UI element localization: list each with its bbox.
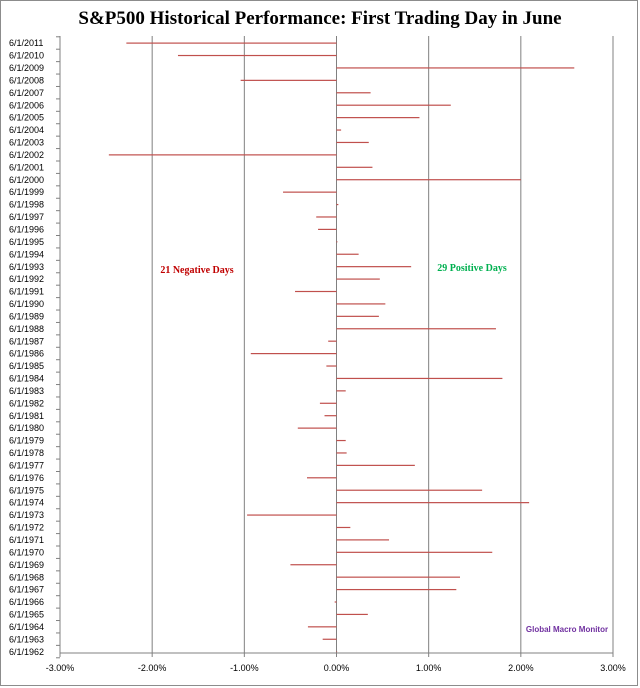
bar-6/1/1980 <box>298 428 337 429</box>
bar-series <box>109 43 574 653</box>
chart-title: S&P500 Historical Performance: First Trading Day in June <box>78 8 562 29</box>
category-label: 6/1/1974 <box>9 497 45 508</box>
category-label: 6/1/1983 <box>9 385 45 396</box>
bar-6/1/1963 <box>323 639 337 640</box>
bar-6/1/1976 <box>307 477 336 478</box>
bar-6/1/2003 <box>337 142 369 143</box>
bar-6/1/1996 <box>318 229 336 230</box>
category-label: 6/1/1997 <box>9 212 45 223</box>
bar-6/1/1962 <box>337 651 338 652</box>
category-label: 6/1/2009 <box>9 63 45 74</box>
category-label: 6/1/1987 <box>9 336 45 347</box>
category-label: 6/1/1992 <box>9 274 45 285</box>
bar-6/1/2005 <box>337 117 420 118</box>
bar-6/1/2006 <box>337 105 451 106</box>
bar-6/1/2007 <box>337 92 371 93</box>
bar-6/1/1997 <box>316 216 336 217</box>
category-label: 6/1/1994 <box>9 249 45 260</box>
bar-6/1/2000 <box>337 179 521 180</box>
bar-6/1/1965 <box>337 614 368 615</box>
bar-6/1/1999 <box>283 192 336 193</box>
bar-6/1/2004 <box>337 129 342 130</box>
positive-days-annotation: 29 Positive Days <box>437 263 507 274</box>
bar-6/1/1982 <box>320 403 337 404</box>
category-labels <box>9 38 44 657</box>
category-label: 6/1/1999 <box>9 187 45 198</box>
category-label: 6/1/1985 <box>9 361 45 372</box>
bar-6/1/2008 <box>241 80 337 81</box>
bar-6/1/1981 <box>325 415 337 416</box>
bar-6/1/1983 <box>337 390 346 391</box>
bar-6/1/1970 <box>337 552 493 553</box>
bar-6/1/1972 <box>337 527 351 528</box>
x-tick-label: 1.00% <box>415 663 442 673</box>
bar-6/1/1971 <box>337 539 390 540</box>
x-tick-label: 2.00% <box>508 663 534 673</box>
bar-6/1/2009 <box>337 67 575 68</box>
bar-6/1/1991 <box>295 291 336 292</box>
category-label: 6/1/1988 <box>9 323 45 334</box>
bar-6/1/1998 <box>337 204 339 205</box>
bar-6/1/1994 <box>337 254 359 255</box>
bar-6/1/1995 <box>337 241 338 242</box>
bar-6/1/1992 <box>337 278 380 279</box>
bar-6/1/1978 <box>337 452 347 453</box>
category-label: 6/1/1991 <box>9 286 45 297</box>
category-label: 6/1/1976 <box>9 472 45 483</box>
bar-6/1/1993 <box>337 266 412 267</box>
category-label: 6/1/2002 <box>9 149 45 160</box>
category-label: 6/1/2001 <box>9 162 45 173</box>
bar-6/1/1969 <box>290 564 336 565</box>
bar-6/1/1974 <box>337 502 530 503</box>
category-label: 6/1/1962 <box>9 646 45 657</box>
category-label: 6/1/2003 <box>9 137 45 148</box>
category-label: 6/1/2006 <box>9 100 45 111</box>
bar-6/1/2010 <box>178 55 337 56</box>
credit-annotation: Global Macro Monitor <box>525 625 609 634</box>
category-label: 6/1/1978 <box>9 448 45 459</box>
category-label: 6/1/1971 <box>9 535 45 545</box>
category-label: 6/1/1965 <box>9 609 45 620</box>
bar-6/1/1968 <box>337 577 461 578</box>
category-label: 6/1/1989 <box>9 311 45 322</box>
category-label: 6/1/2007 <box>9 87 45 98</box>
bar-6/1/1977 <box>337 465 415 466</box>
bar-6/1/1984 <box>337 378 503 379</box>
category-label: 6/1/2000 <box>9 174 45 185</box>
x-tick-label: -2.00% <box>137 663 167 673</box>
bar-6/1/1985 <box>326 365 336 366</box>
bar-6/1/2002 <box>109 154 337 155</box>
bar-6/1/1964 <box>308 626 337 627</box>
grid-lines <box>60 36 613 653</box>
x-tick-label: -3.00% <box>45 663 75 673</box>
category-label: 6/1/1996 <box>9 224 45 235</box>
category-label: 6/1/2004 <box>9 125 45 136</box>
category-label: 6/1/1970 <box>9 547 45 558</box>
category-label: 6/1/1980 <box>9 423 45 434</box>
bar-6/1/2001 <box>337 167 373 168</box>
category-label: 6/1/1986 <box>9 348 45 359</box>
category-label: 6/1/1969 <box>9 559 45 570</box>
category-label: 6/1/2011 <box>9 38 44 49</box>
category-label: 6/1/1972 <box>9 522 45 533</box>
category-label: 6/1/1967 <box>9 584 45 595</box>
bar-6/1/1990 <box>337 303 386 304</box>
category-label: 6/1/1998 <box>9 199 45 210</box>
category-label: 6/1/2005 <box>9 112 45 123</box>
x-tick-label: 0.00% <box>323 663 350 673</box>
category-label: 6/1/1990 <box>9 299 45 310</box>
category-label: 6/1/1995 <box>9 236 45 247</box>
category-label: 6/1/1982 <box>9 398 45 409</box>
category-label: 6/1/1973 <box>9 510 45 521</box>
negative-days-annotation: 21 Negative Days <box>160 265 234 276</box>
category-label: 6/1/1993 <box>9 261 45 272</box>
category-label: 6/1/1968 <box>9 572 45 583</box>
bar-6/1/1989 <box>337 316 379 317</box>
category-label: 6/1/1964 <box>9 621 45 632</box>
bar-6/1/1973 <box>247 514 336 515</box>
bar-6/1/1979 <box>337 440 346 441</box>
category-label: 6/1/1963 <box>9 634 45 645</box>
x-tick-labels <box>46 663 626 673</box>
bar-6/1/1986 <box>251 353 337 354</box>
category-label: 6/1/1984 <box>9 373 45 384</box>
category-label: 6/1/2010 <box>9 50 45 61</box>
category-label: 6/1/1966 <box>9 597 45 608</box>
category-label: 6/1/1977 <box>9 460 45 471</box>
bar-6/1/1975 <box>337 490 483 491</box>
bar-6/1/2011 <box>126 43 336 44</box>
bar-6/1/1988 <box>337 328 496 329</box>
bar-6/1/1967 <box>337 589 457 590</box>
category-label: 6/1/1979 <box>9 435 45 446</box>
x-tick-label: 3.00% <box>600 663 626 673</box>
category-label: 6/1/2008 <box>9 75 45 86</box>
bar-6/1/1966 <box>335 601 337 602</box>
category-label: 6/1/1975 <box>9 485 45 496</box>
x-tick-label: -1.00% <box>230 663 259 673</box>
category-label: 6/1/1981 <box>9 410 45 421</box>
bar-6/1/1987 <box>328 341 336 342</box>
